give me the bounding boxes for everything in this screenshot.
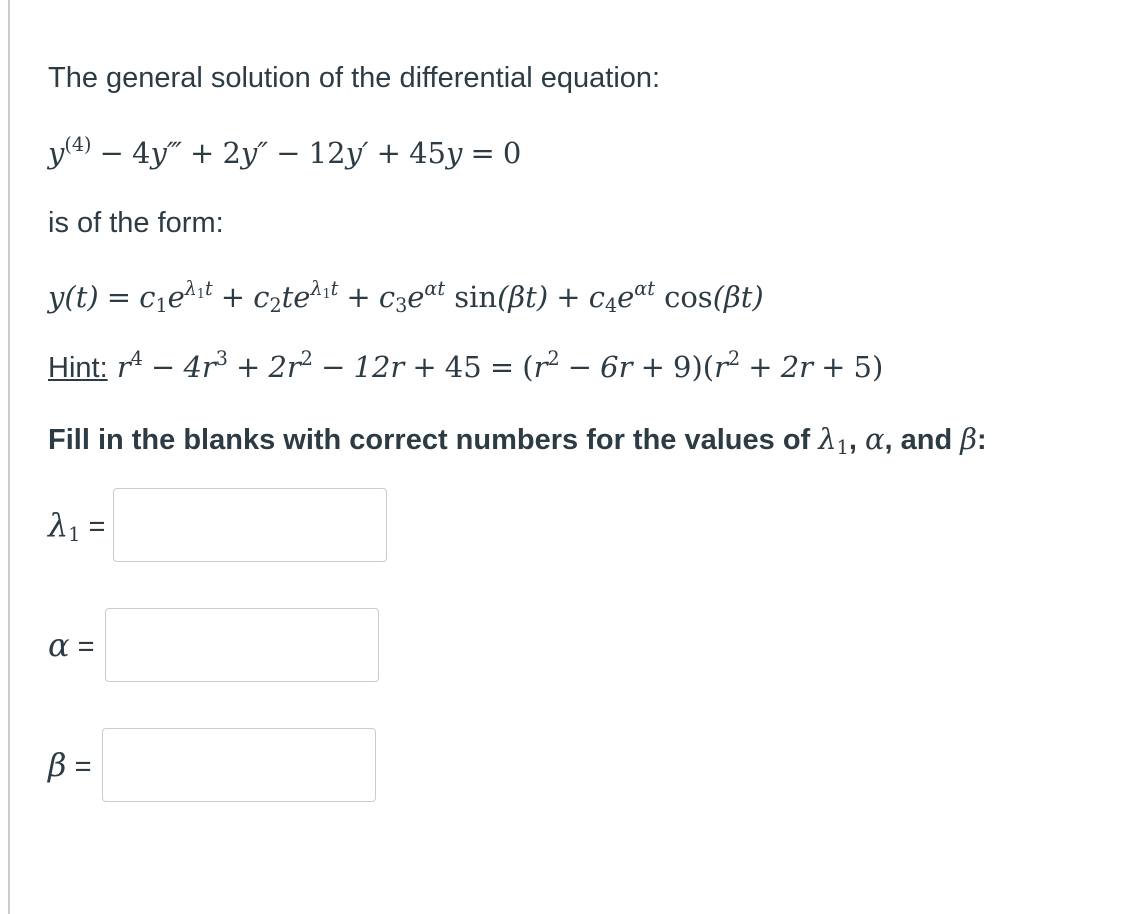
beta-label: β = [48,746,92,784]
lambda1-label: $\lambda_1$ = [48,506,106,546]
alpha-label: α = [48,626,95,664]
hint: Hint: $r^4 - 4r^3 + 2r^2 - 12r + 45 = (r^2 - 6r + 9)(r^2 + 2r + 5)$ [48,347,884,384]
answer-row-lambda1 [48,488,387,562]
lambda1-input[interactable] [113,488,387,562]
form-label: is of the form: [48,207,224,239]
differential-equation: $y^{(4)}$ − 4y‴ + 2y″ − 12y′ + 45y = 0 [48,133,522,170]
answer-row-beta [48,728,376,802]
hint-label: Hint: [48,352,108,384]
beta-input[interactable] [102,728,376,802]
question-intro: The general solution of the differential equation: [48,62,661,94]
instruction: Fill in the blanks with correct numbers for the values of $\lambda_1$, α, and β: [48,422,987,459]
alpha-input[interactable] [105,608,379,682]
general-solution: $y(t) = c_1e^{\lambda_1t} + c_2te^{\lambda_1t} + c_3e^{\alpha t}$ $\sin(\beta t) + c_4e^{\alpha t}$ cos(βt) [48,277,764,317]
answer-row-alpha [48,608,379,682]
